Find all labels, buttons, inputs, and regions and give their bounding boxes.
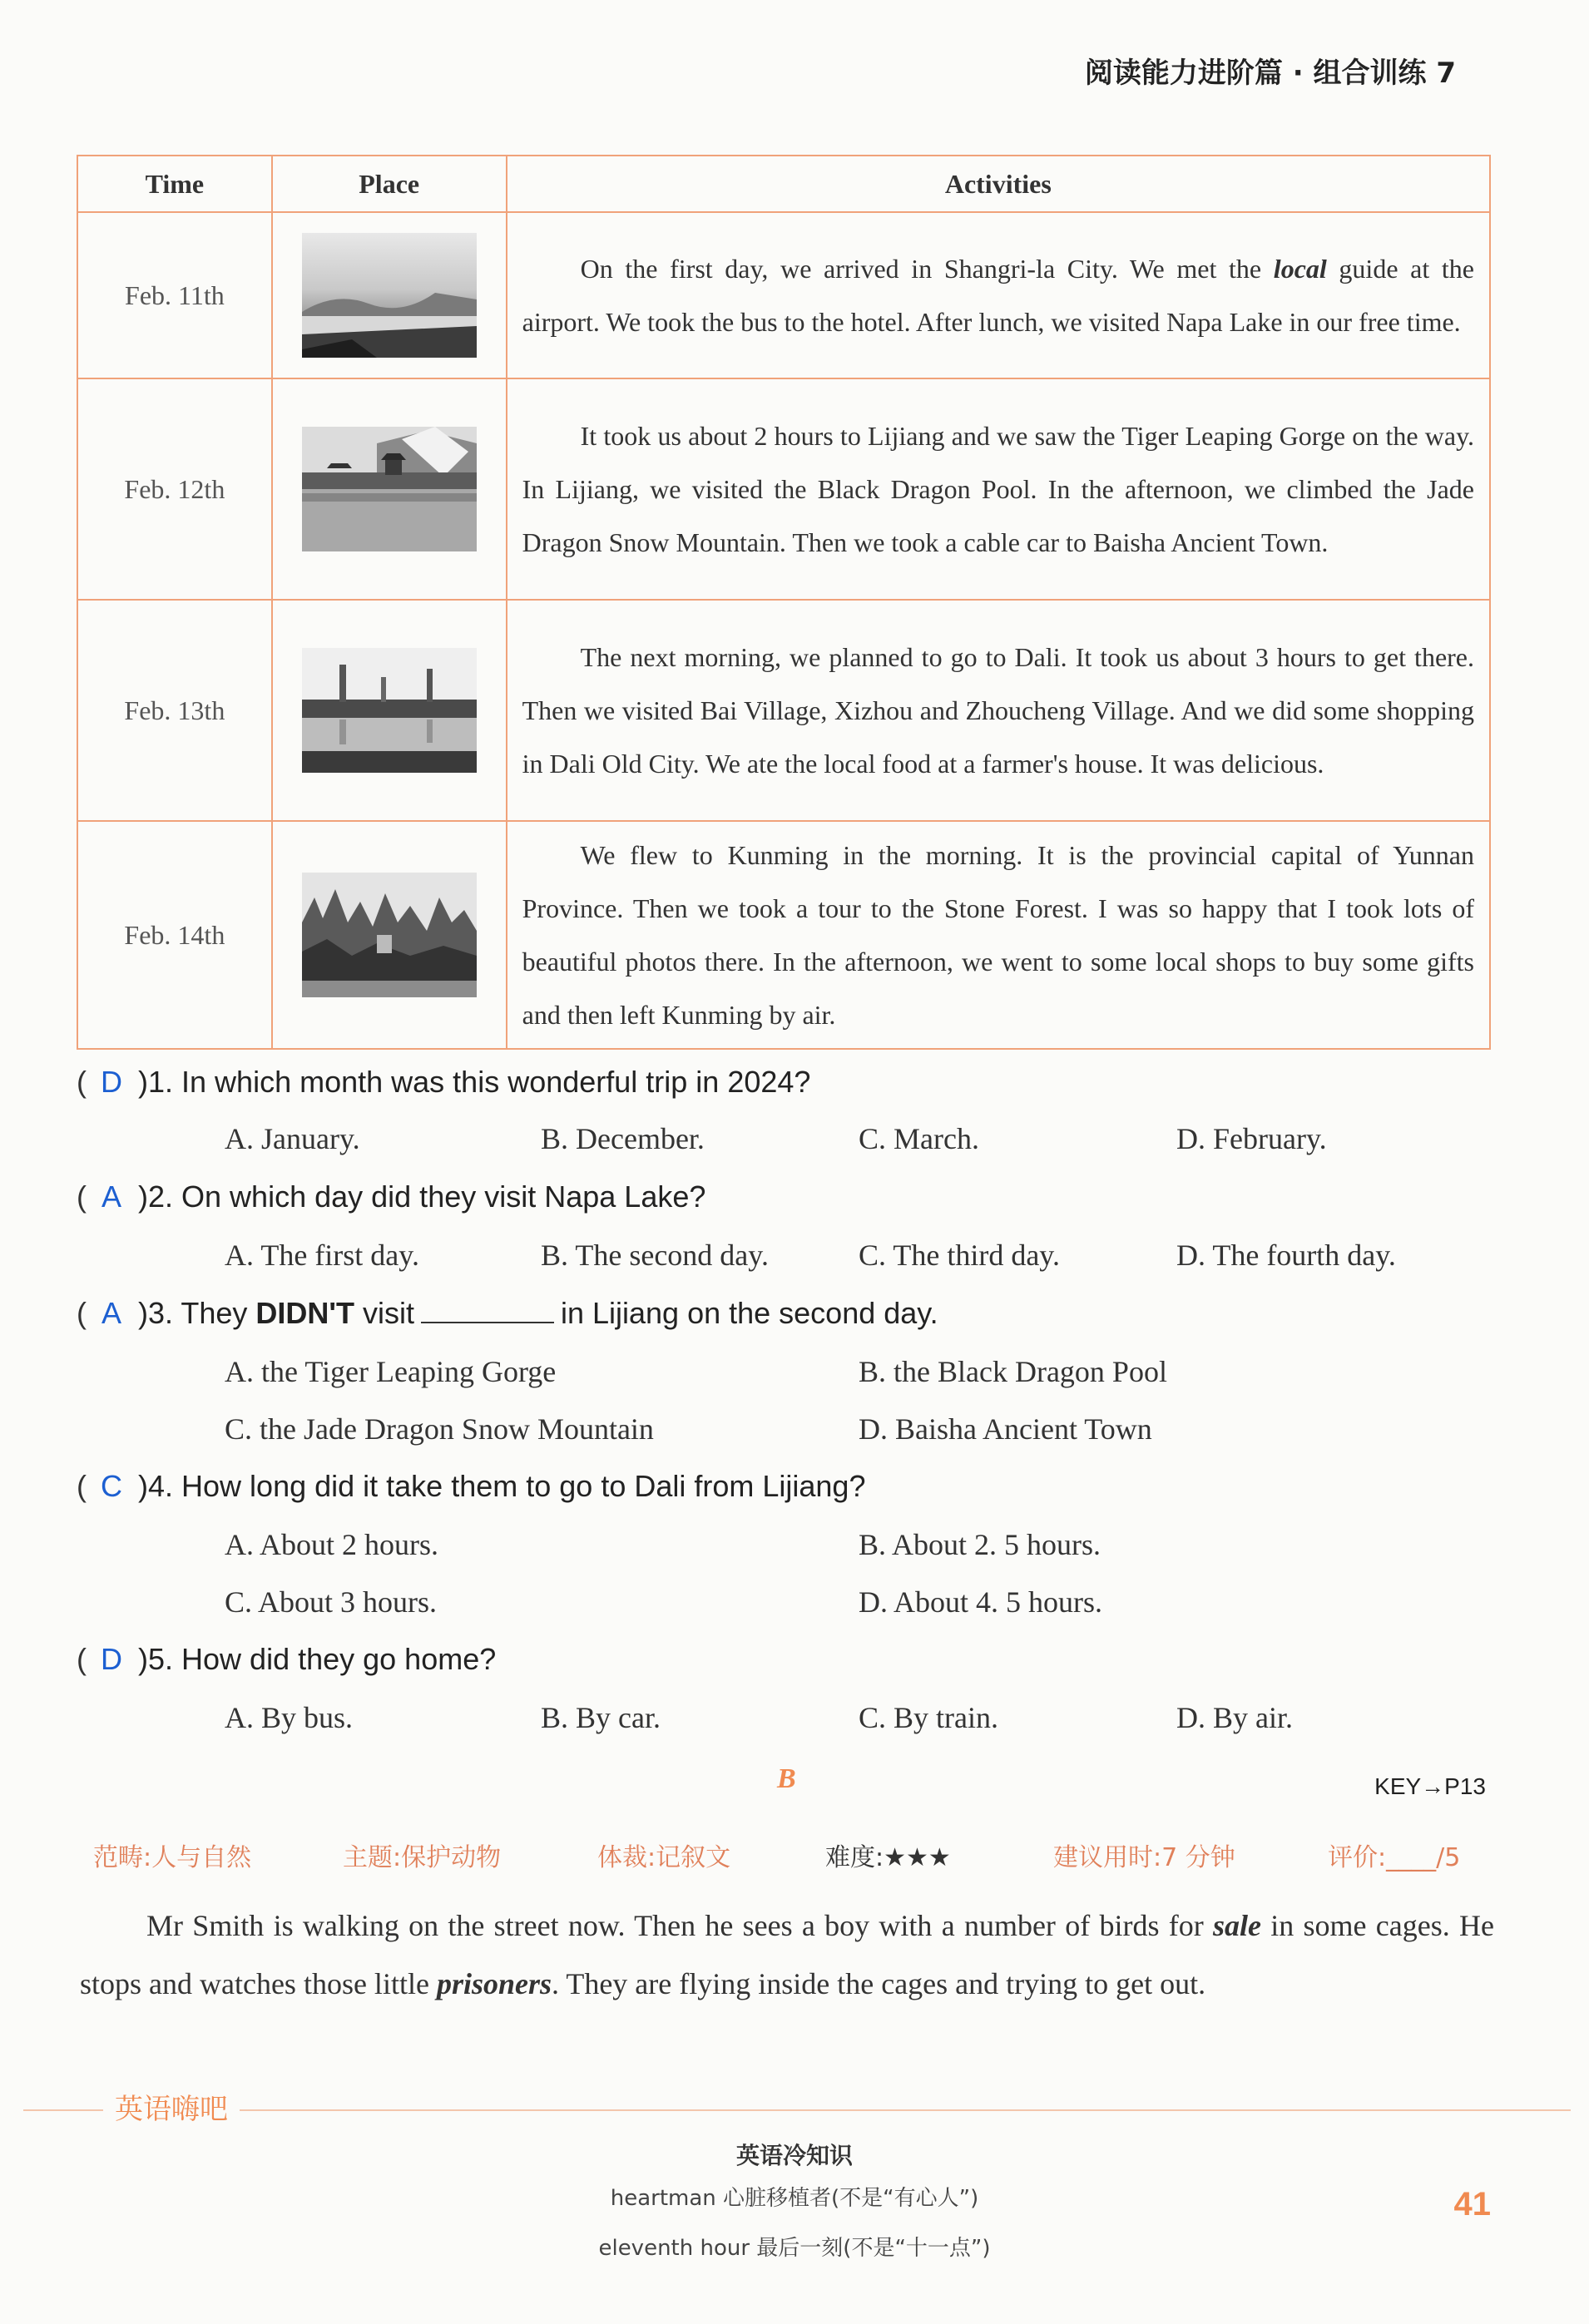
option-d: D. February. — [1176, 1122, 1327, 1155]
answer-blank — [421, 1298, 554, 1323]
lake-landscape-photo — [302, 233, 477, 358]
place-cell — [272, 821, 507, 1049]
reading-passage: Mr Smith is walking on the street now. Then he sees a boy with a number of birds for sale in some cages. He stops and watches those little prisoners. They are flying inside the cages and trying to get out. — [80, 1909, 1494, 2000]
column-header-place: Place — [272, 156, 507, 212]
page-number: 41 — [1453, 2186, 1491, 2223]
option-b: B. December. — [541, 1122, 705, 1155]
option-a: A. the Tiger Leaping Gorge — [225, 1355, 557, 1388]
footer-label: 英语嗨吧 — [103, 2086, 240, 2127]
option-b: B. By car. — [541, 1701, 661, 1734]
activity-cell: On the first day, we arrived in Shangri-la City. We met the local guide at the airport. We took the bus to the hotel. After lunch, we visited Napa Lake in our free time. — [507, 212, 1490, 378]
place-cell — [272, 378, 507, 600]
question-text: How long did it take them to go to Dali from Lijiang? — [181, 1469, 866, 1503]
option-d: D. By air. — [1176, 1701, 1293, 1734]
question-text: On which day did they visit Napa Lake? — [181, 1179, 706, 1214]
answer-mark: A — [101, 1179, 121, 1214]
table-row — [77, 212, 1490, 378]
option-a: A. By bus. — [225, 1701, 354, 1734]
question-text: In which month was this wonderful trip in 2024? — [181, 1065, 811, 1099]
activity-cell: We flew to Kunming in the morning. It is the provincial capital of Yunnan Province. Then we took a tour to the Stone Forest. I was so happy that I took lots of beautiful photos there. In the afternoon, we went to some local shops to buy some gifts and then left Kunming by air. — [507, 821, 1490, 1049]
option-a: A. About 2 hours. — [225, 1528, 439, 1561]
option-b: B. The second day. — [541, 1239, 769, 1272]
pagoda-pool-photo — [302, 427, 477, 551]
question-2: ( A )2. On which day did they visit Napa Lake? — [77, 1179, 706, 1214]
option-c: C. By train. — [859, 1701, 998, 1734]
answer-mark: C — [101, 1469, 122, 1503]
option-a: A. The first day. — [225, 1239, 419, 1272]
stone-forest-photo — [302, 873, 477, 997]
option-b: B. the Black Dragon Pool — [859, 1355, 1167, 1388]
meta-domain: 范畴:人与自然 — [93, 1843, 252, 1872]
table-row — [77, 821, 1490, 1049]
meta-score: 评价:____/5 — [1328, 1843, 1461, 1872]
question-4: ( C )4. How long did it take them to go to Dali from Lijiang? — [77, 1469, 866, 1503]
keyword-prisoners: prisoners — [436, 1967, 552, 2000]
section-letter: B — [777, 1763, 796, 1794]
option-c: C. The third day. — [859, 1239, 1060, 1272]
footer-fact-2: eleventh hour 最后一刻(不是“十一点”) — [598, 2236, 991, 2261]
meta-difficulty: 难度:★★★ — [825, 1843, 951, 1872]
option-d: D. The fourth day. — [1176, 1239, 1396, 1272]
option-d: D. About 4. 5 hours. — [859, 1585, 1103, 1619]
option-b: B. About 2. 5 hours. — [859, 1528, 1101, 1561]
three-pagodas-photo — [302, 648, 477, 773]
option-c: C. About 3 hours. — [225, 1585, 438, 1619]
question-5: ( D )5. How did they go home? — [77, 1642, 497, 1676]
option-c: C. March. — [859, 1122, 979, 1155]
meta-topic: 主题:保护动物 — [343, 1843, 502, 1872]
column-header-activities: Activities — [507, 156, 1490, 212]
page-header-title: 阅读能力进阶篇 · 组合训练 7 — [1084, 57, 1456, 90]
column-header-time: Time — [77, 156, 272, 212]
meta-time: 建议用时:7 分钟 — [1053, 1843, 1235, 1872]
table-header-row — [77, 156, 1490, 212]
footer-fact-1: heartman 心脏移植者(不是“有心人”) — [610, 2186, 979, 2211]
emphasis-word: DIDN'T — [255, 1296, 354, 1330]
activity-cell: It took us about 2 hours to Lijiang and we saw the Tiger Leaping Gorge on the way. In Lijiang, we visited the Black Dragon Pool. In the afternoon, we climbed the Jade Dragon Snow Mountain. Then we took a cable car to Baisha Ancient Town. — [507, 378, 1490, 600]
meta-genre: 体裁:记叙文 — [597, 1843, 731, 1872]
answer-mark: D — [101, 1642, 122, 1676]
question-text: How did they go home? — [181, 1642, 497, 1676]
trip-itinerary-table — [77, 155, 1491, 1050]
question-3: ( A )3. They DIDN'T visit in Lijiang on the second day. — [77, 1296, 938, 1330]
activity-cell: The next morning, we planned to go to Dali. It took us about 3 hours to get there. Then we visited Bai Village, Xizhou and Zhoucheng Village. And we did some shopping in Dali Old City. We ate the local food at a farmer's house. It was delicious. — [507, 600, 1490, 821]
footer-heading: 英语冷知识 — [735, 2142, 853, 2169]
option-d: D. Baisha Ancient Town — [859, 1412, 1152, 1446]
answer-key-reference: KEY→P13 — [1374, 1773, 1486, 1799]
place-cell — [272, 212, 507, 378]
place-cell — [272, 600, 507, 821]
option-c: C. the Jade Dragon Snow Mountain — [225, 1412, 654, 1446]
keyword-local: local — [1273, 254, 1327, 284]
footer-divider — [23, 2109, 1571, 2111]
answer-mark: D — [101, 1065, 122, 1099]
answer-mark: A — [101, 1296, 121, 1330]
time-cell: Feb. 11th — [77, 212, 272, 378]
option-a: A. January. — [225, 1122, 360, 1155]
time-cell: Feb. 13th — [77, 600, 272, 821]
time-cell: Feb. 14th — [77, 821, 272, 1049]
keyword-sale: sale — [1212, 1909, 1261, 1942]
question-1: ( D )1. In which month was this wonderful trip in 2024? — [77, 1065, 811, 1099]
time-cell: Feb. 12th — [77, 378, 272, 600]
table-row — [77, 600, 1490, 821]
table-row — [77, 378, 1490, 600]
